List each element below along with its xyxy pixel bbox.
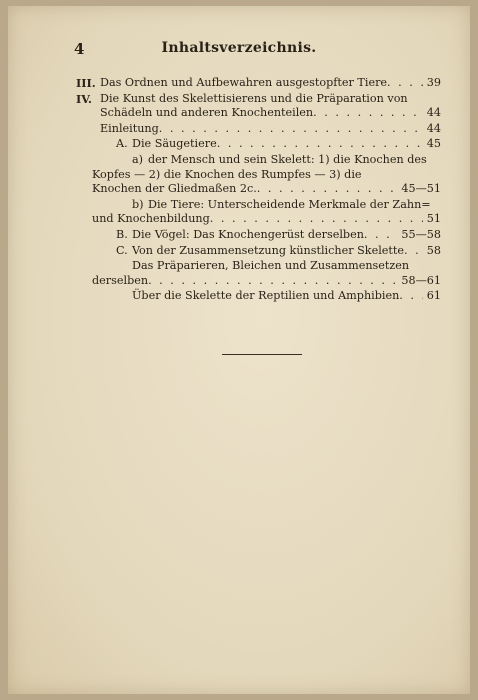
toc-entry-b: [76, 228, 441, 243]
toc-page: 58—61: [401, 273, 441, 287]
toc-entry-reptilien: [76, 289, 441, 304]
toc-page: 58: [426, 243, 441, 257]
toc-number: IV.: [76, 91, 92, 106]
toc-entry-praeparieren: [76, 259, 441, 288]
toc-entry-iv: [76, 92, 441, 121]
toc-text: Die Säugetiere: [132, 137, 217, 151]
dot-leader: [210, 212, 423, 227]
dot-leader: [148, 274, 397, 289]
toc-text: Schädeln und anderen Knochenteilen: [100, 106, 314, 120]
toc-page: 45: [426, 137, 441, 151]
toc-page: 44: [426, 121, 441, 135]
toc-page: 51: [426, 212, 441, 226]
toc-text: Über die Skelette der Reptilien und Amphibien: [132, 289, 400, 303]
dot-leader: [387, 76, 423, 91]
toc-text: Kopfes — 2) die Knochen des Rumpfes — 3) die: [92, 167, 362, 181]
toc-text: Einleitung: [100, 121, 159, 135]
toc-entry-iii: [76, 76, 441, 91]
toc-page: 61: [426, 289, 441, 303]
page-header: [8, 40, 470, 60]
toc-text: Die Vögel: Das Knochengerüst derselben: [132, 227, 364, 241]
toc-number: III.: [76, 76, 96, 90]
toc-entry-einleitung: [76, 122, 441, 137]
toc-entry-a-b: [76, 198, 441, 227]
dot-leader: [364, 228, 397, 243]
toc-text: der Mensch und sein Skelett: 1) die Knochen des: [148, 152, 427, 166]
dot-leader: [159, 122, 423, 137]
page-number: 4: [74, 40, 85, 58]
toc-text: derselben: [92, 273, 149, 287]
dot-leader: [217, 137, 423, 152]
toc-entry-a-a: [76, 153, 441, 197]
toc-letter: a): [132, 152, 144, 166]
toc-page: 39: [426, 76, 441, 89]
running-title: Inhaltsverzeichnis.: [161, 40, 317, 56]
toc-text: und Knochenbildung: [92, 212, 210, 226]
section-divider: [222, 354, 302, 355]
toc-text: Knochen der Gliedmaßen 2c.: [92, 182, 257, 196]
toc-text: Die Tiere: Unterscheidende Merkmale der Zahn=: [148, 197, 431, 211]
toc-text: Von der Zusammensetzung künstlicher Skelette: [132, 243, 405, 257]
toc-entry-c: [76, 244, 441, 259]
toc-entry-a: [76, 137, 441, 152]
dot-leader: [399, 289, 422, 304]
toc-page: 45—51: [401, 182, 441, 196]
toc-page: 44: [426, 106, 441, 120]
toc-letter: b): [132, 197, 144, 211]
dot-leader: [313, 106, 423, 121]
book-page: [8, 6, 470, 694]
toc-page: 55—58: [401, 227, 441, 241]
toc-letter: A.: [116, 137, 128, 151]
dot-leader: [257, 182, 398, 197]
toc-letter: C.: [116, 243, 128, 257]
toc-text: Die Kunst des Skelettisierens und die Präparation von: [100, 91, 408, 105]
toc-letter: B.: [116, 227, 128, 241]
dot-leader: [404, 244, 423, 259]
toc-text: Das Ordnen und Aufbewahren ausgestopfter Tiere: [100, 76, 388, 89]
table-of-contents: [76, 76, 441, 305]
toc-text: Das Präparieren, Bleichen und Zusammensetzen: [132, 259, 410, 273]
